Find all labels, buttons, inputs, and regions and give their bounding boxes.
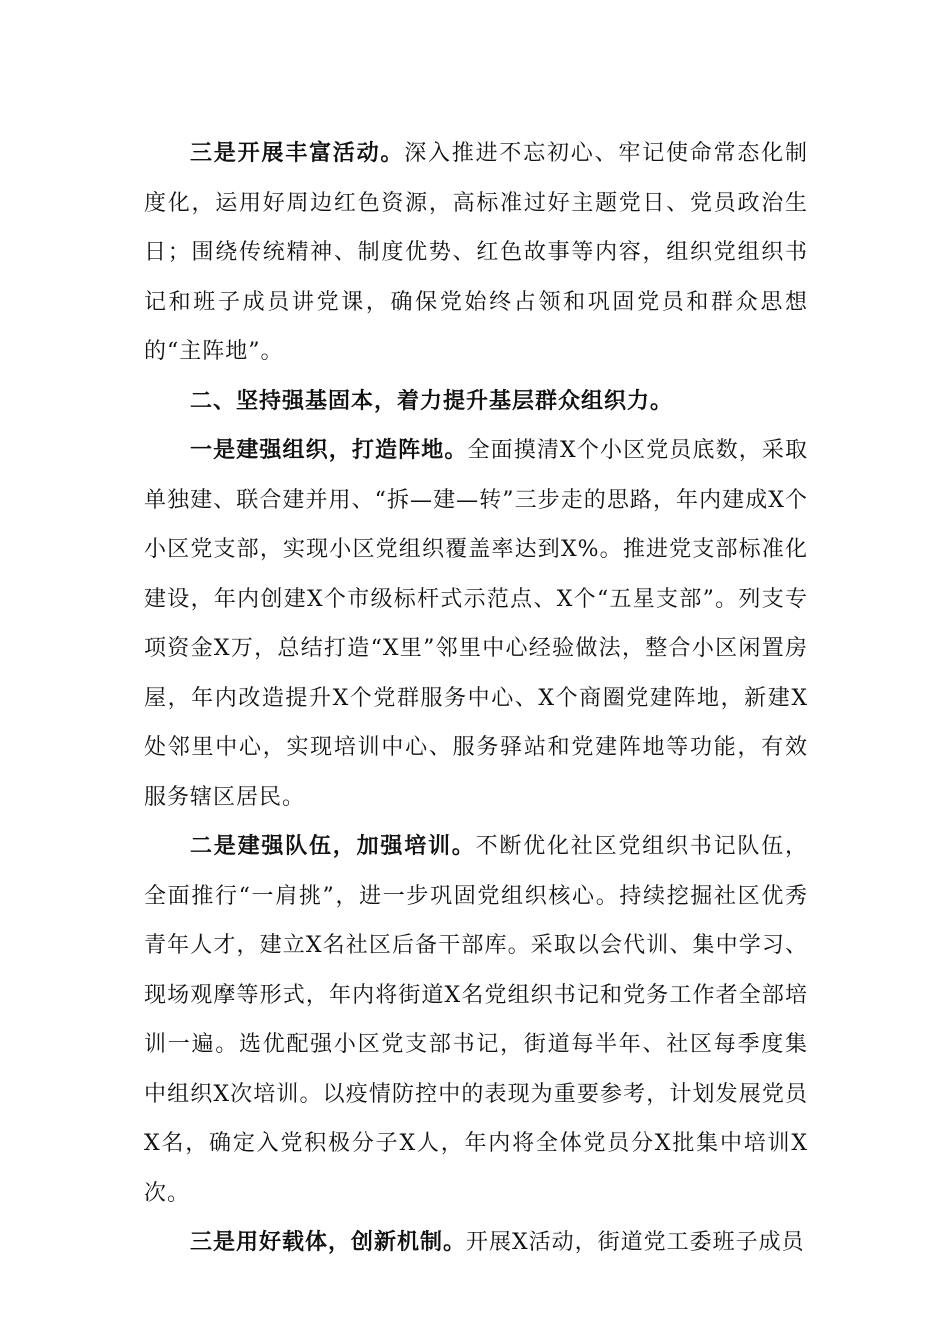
paragraph-text: 深入推进不忘初心、牢记使命常态化制度化，运用好周边红色资源，高标准过好主题党日、党员政治生日；围绕传统精神、制度优势、红色故事等内容，组织党组织书记和班子成员讲党课，确保党始终占领和巩固党员和群众思想的“主阵地”。: [144, 141, 808, 364]
section-heading: [144, 377, 808, 427]
paragraph-text: 不断优化社区党组织书记队伍，全面推行“一肩挑”，进一步巩固党组织核心。持续挖掘社区优秀青年人才，建立X名社区后备干部库。采取以会代训、集中学习、现场观摩等形式，年内将街道X名党组织书记和党务工作者全部培训一遍。选优配强小区党支部书记，街道每半年、社区每季度集中组织X次培训。以疫情防控中的表现为重要参考，计划发展党员X名，确定入党积极分子X人，年内将全体党员分X批集中培训X次。: [144, 834, 808, 1206]
paragraph-lead: 三是开展丰富活动。: [190, 141, 405, 166]
paragraph-build-organization: [144, 426, 808, 822]
paragraph-text: 全面摸清X个小区党员底数，采取单独建、联合建并用、“拆—建—转”三步走的思路，年内建成X个小区党支部，实现小区党组织覆盖率达到X%。推进党支部标准化建设，年内创建X个市级标杆式示范点、X个“五星支部”。列支专项资金X万，总结打造“X里”邻里中心经验做法，整合小区闲置房屋，年内改造提升X个党群服务中心、X个商圈党建阵地，新建X处邻里中心，实现培训中心、服务驿站和党建阵地等功能，有效服务辖区居民。: [144, 438, 808, 810]
paragraph-lead: 一是建强组织，打造阵地。: [190, 438, 468, 463]
paragraph-build-team: [144, 822, 808, 1218]
paragraph-use-carriers: [144, 1218, 808, 1268]
paragraph-rich-activities: [144, 129, 808, 377]
paragraph-lead: 三是用好载体，创新机制。: [190, 1230, 467, 1255]
paragraph-lead: 二是建强队伍，加强培训。: [190, 834, 476, 859]
document-body: [144, 129, 808, 1268]
paragraph-text: 开展X活动，街道党工委班子成员: [466, 1230, 805, 1255]
section-heading-text: 二、坚持强基固本，着力提升基层群众组织力。: [190, 388, 674, 414]
